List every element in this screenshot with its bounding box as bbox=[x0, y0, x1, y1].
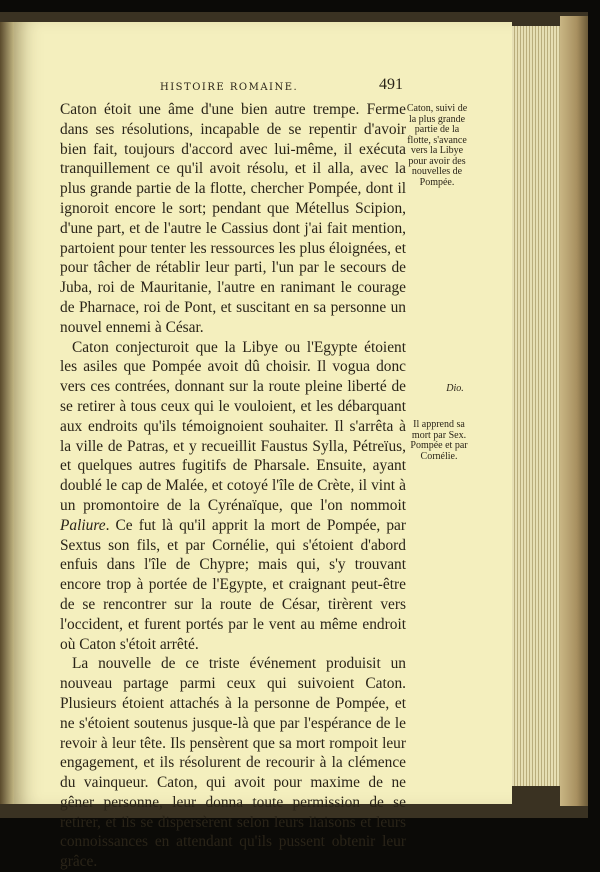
paragraph-text: Caton conjecturoit que la Libye ou l'Egypte étoient les asiles que Pompée avoit dû choisir. Il vogua donc vers ces contrées, donnant sur la route pleine liberté de se retirer à tous ceux qui le vouloient, et les débarquant aux endroits qu'ils témoignoient souhaiter. Il s'arrêta à la ville de Patras, et y recueillit Faustus Sylla, Pétreïus, et quelques autres fugitifs de Pharsale. Ensuite, ayant doublé le cap de Malée, et cotoyé l'île de Crète, il vint à un promontoire de la Cyrénaïque, que l'on nommoit bbox=[60, 338, 406, 514]
page-edges bbox=[512, 26, 562, 786]
paragraph-text: . Ce fut là qu'il apprit la mort de Pompée, par Sextus son fils, et par Cornélie, qui s'étoient d'abord enfuis dans l'île de Chypre; mais qui, s'y trouvant encore trop à portée de l'Egypte, et craignant peut-être de se rencontrer sur la route de César, tirèrent vers l'occident, et furent portés par le vent au même endroit où Caton s'étoit arrêté. bbox=[60, 516, 406, 653]
margin-note: Il apprend sa mort par Sex. Pompée et par Cornélie. bbox=[410, 419, 468, 462]
book-cover-edge bbox=[560, 16, 588, 806]
page-number: 491 bbox=[379, 76, 403, 93]
running-title: HISTOIRE ROMAINE. bbox=[160, 82, 299, 93]
margin-note-source: Dio. bbox=[446, 383, 464, 394]
place-name: Paliure bbox=[60, 516, 106, 534]
margin-note: Caton, suivi de la plus grande partie de la flotte, s'avance vers la Libye pour avoir des nouvelles de Pompée. bbox=[406, 103, 468, 188]
paragraph: La nouvelle de ce triste événement produisit un nouveau partage parmi ceux qui suivoient Caton. Plusieurs étoient attachés à la personne de Pompée, et ne s'étoient soutenus jusque-là que par l'espérance de le revoir à leur tête. Ils pensèrent que sa mort rompoit leur engagement, et ils résolurent de recourir à la clémence du vainqueur. Caton, qui avoit pour maxime de ne gêner personne, leur donna toute permission de se retirer, et ils se dispersèrent selon leurs liaisons et leurs connoissances en attendant qu'ils pussent obtenir leur grâce. bbox=[60, 655, 406, 871]
paragraph bbox=[60, 338, 406, 655]
paragraph: Caton étoit une âme d'une bien autre trempe. Ferme dans ses résolutions, incapable de se repentir d'avoir bien fait, toujours d'accord avec lui-même, il exécuta tranquillement ce qu'il avoit résolu, et il alla, avec la plus grande partie de la flotte, chercher Pompée, dont il ignoroit encore le sort; pendant que Métellus Scipion, d'une part, et de l'autre le Cassius dont j'ai fait mention, partoient pour tenter les ressources les plus éloignées, et pour tâcher de rétablir leur parti, l'un par le secours de Juba, roi de Mauritanie, l'autre en ranimant le courage de Pharnace, roi de Pont, et suscitant en sa personne un nouvel ennemi à César. bbox=[60, 101, 406, 336]
body-text bbox=[60, 100, 406, 872]
